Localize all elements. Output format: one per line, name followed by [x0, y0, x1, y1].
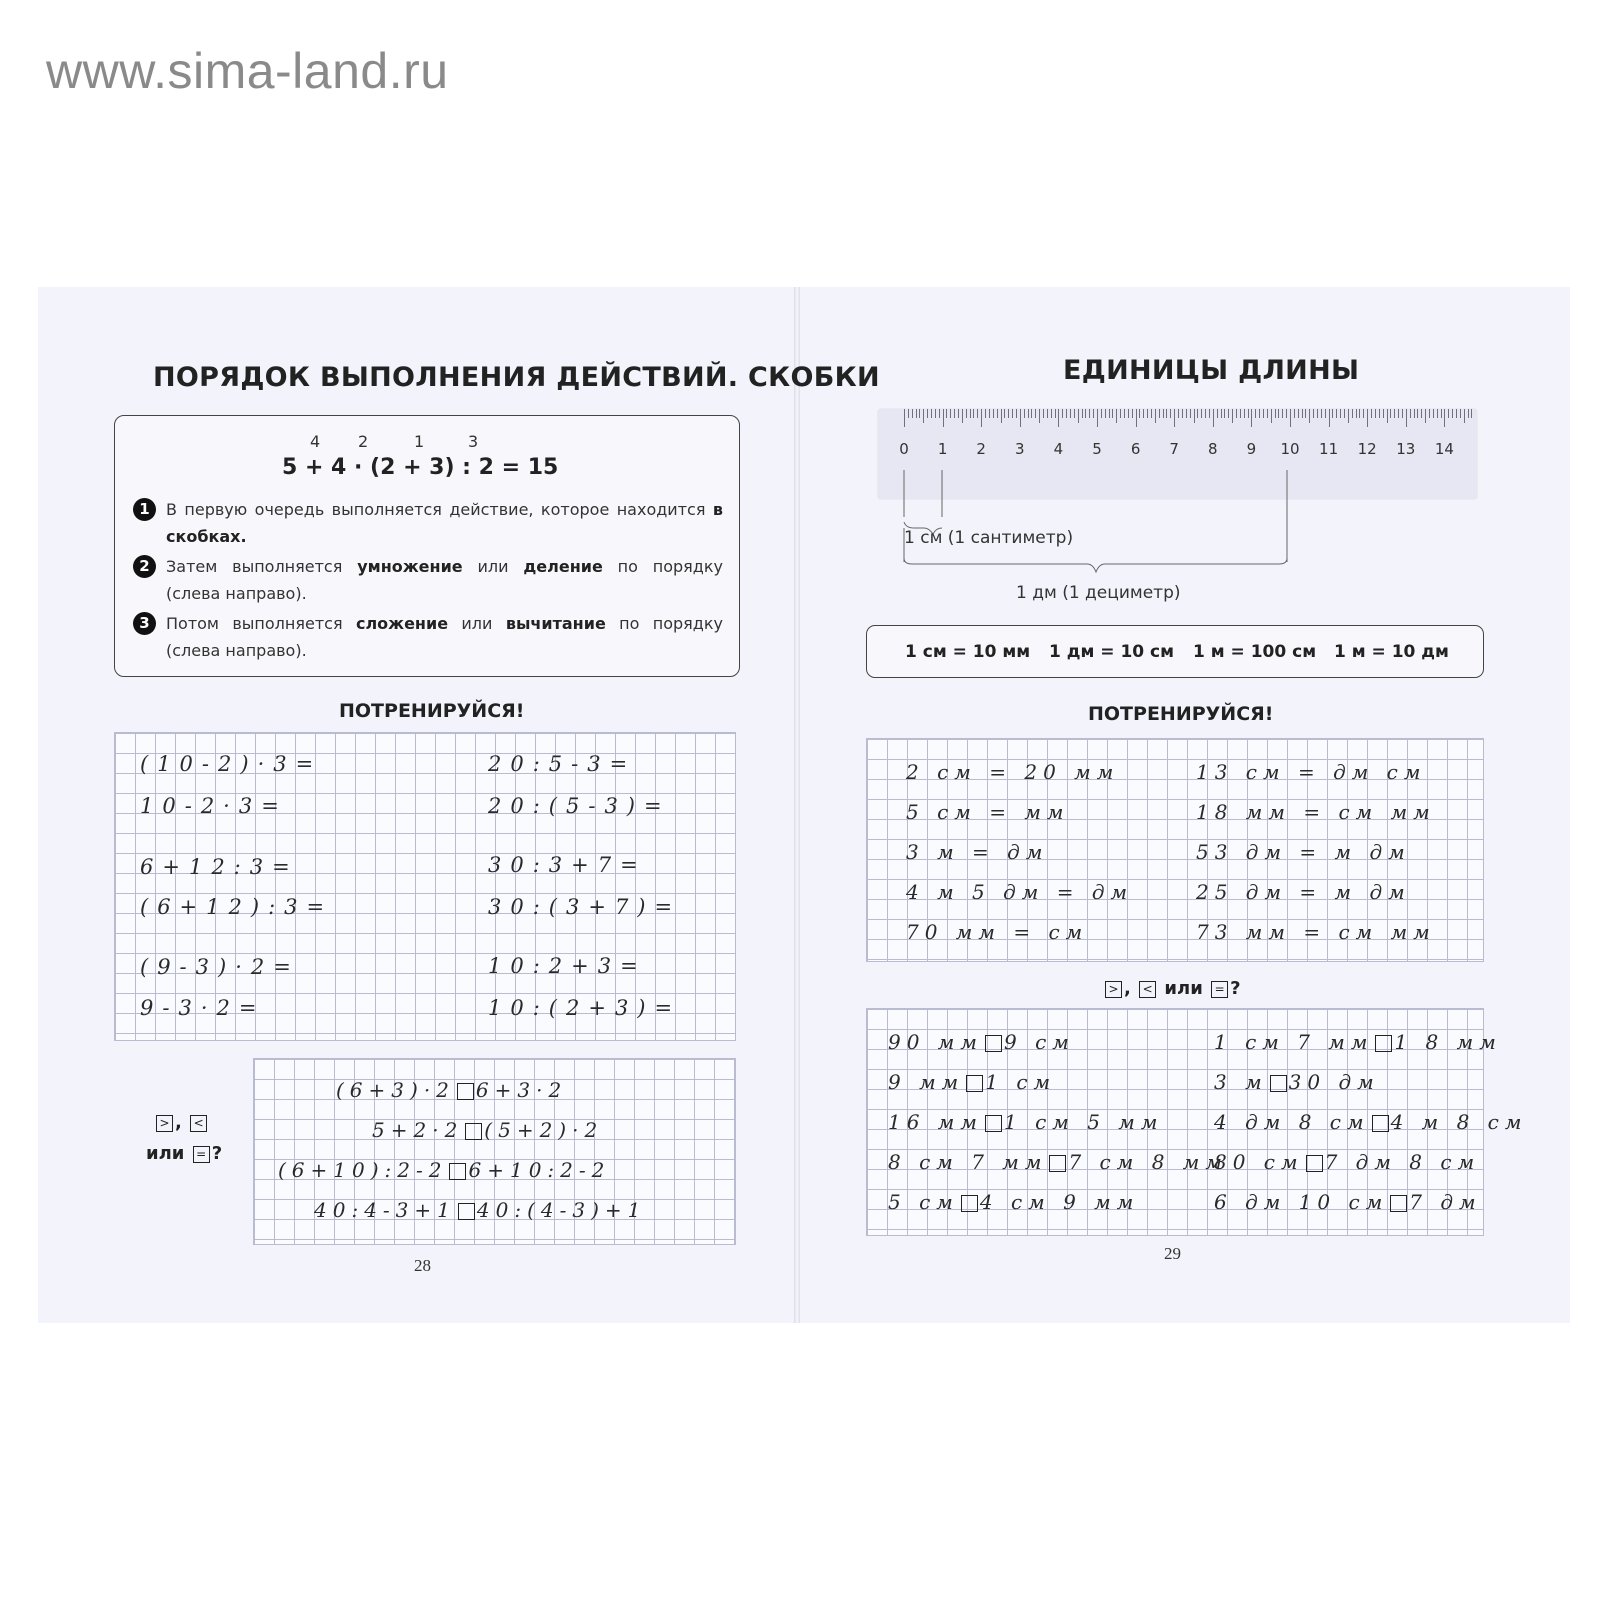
unit-equation: 1 м = 100 см [1193, 642, 1317, 662]
ruler-tick [1028, 409, 1029, 418]
ruler-tick [1139, 409, 1140, 418]
ruler-tick [1012, 409, 1013, 418]
compare-row [314, 1198, 646, 1222]
compare-left-expr: 6 дм 10 см [1214, 1190, 1389, 1214]
ruler-tick [1414, 409, 1415, 418]
ruler-tick [1112, 409, 1113, 418]
compare-left-expr: 8 см 7 мм [888, 1150, 1048, 1174]
compare-right-expr: 1 см 5 мм [1003, 1110, 1164, 1134]
ruler-tick [1213, 409, 1214, 427]
ruler-tick [1425, 409, 1426, 423]
rule-text: по порядку (слева направо). [166, 614, 724, 660]
ruler-number: 13 [1396, 440, 1416, 458]
ruler-number: 6 [1130, 440, 1141, 458]
compare-row [1214, 1150, 1480, 1174]
ruler-tick [1248, 409, 1249, 418]
compare-left-expr: (6+3)·2 [336, 1078, 455, 1102]
ruler-tick [939, 409, 940, 418]
ruler-tick [981, 409, 982, 427]
compare-right-expr: 4 м 8 см [1390, 1110, 1528, 1134]
equal-sign-box: = [193, 1146, 210, 1163]
ruler-tick [943, 409, 944, 427]
ruler-tick [954, 409, 955, 418]
ruler-tick [1155, 409, 1156, 423]
ruler-tick [1116, 409, 1117, 423]
exercise-item: 30:3+7= [488, 853, 647, 877]
answer-box[interactable] [465, 1123, 482, 1140]
convert-item: 4 м 5 дм = дм [906, 880, 1134, 904]
ruler-number: 5 [1092, 440, 1102, 458]
ruler-number: 1 [937, 440, 948, 458]
ruler-tick [1336, 409, 1337, 418]
ruler-tick [989, 409, 990, 418]
ruler-tick [1313, 409, 1314, 418]
rule-bold-text: в скобках. [166, 500, 723, 546]
compare-row [336, 1078, 567, 1102]
cm-label: 1 см (1 сантиметр) [904, 528, 1074, 548]
compare-right-expr: 1 8 мм [1394, 1030, 1502, 1054]
compare-row [278, 1158, 610, 1182]
compare-instruction [154, 1112, 209, 1133]
ruler-tick [1317, 409, 1318, 418]
compare-left-expr: 5 см [888, 1190, 959, 1214]
convert-item: 5 см = мм [906, 800, 1070, 824]
compare-right-expr: 9 см [1003, 1030, 1075, 1054]
ruler-tick [1302, 409, 1303, 418]
ruler-tick [927, 409, 928, 418]
ruler-tick [1178, 409, 1179, 418]
ruler-tick [985, 409, 986, 418]
unit-equation: 1 дм = 10 см [1049, 642, 1175, 662]
ruler-tick [1464, 409, 1465, 423]
ruler-tick [1255, 409, 1256, 418]
ruler-tick [1066, 409, 1067, 418]
ruler-tick [1348, 409, 1349, 423]
ruler-tick [1004, 409, 1005, 418]
ruler-tick [1182, 409, 1183, 418]
ruler-tick [1008, 409, 1009, 418]
ruler-number: 4 [1053, 440, 1064, 458]
ruler-tick [1282, 409, 1283, 418]
or-word: или [1164, 978, 1203, 999]
ruler-tick [1062, 409, 1063, 418]
answer-box[interactable] [1270, 1075, 1287, 1092]
ruler-tick [1186, 409, 1187, 418]
ruler-tick [1471, 409, 1472, 418]
ruler-tick [1417, 409, 1418, 418]
ruler-tick [1097, 409, 1098, 427]
compare-left-expr: 80 см [1214, 1150, 1304, 1174]
ruler-tick [1221, 409, 1222, 418]
ruler-tick [1136, 409, 1137, 427]
ruler-tick [1271, 409, 1272, 423]
exercise-item: (9-3)·2= [140, 955, 300, 979]
ruler-tick [1390, 409, 1391, 418]
answer-box[interactable] [458, 1203, 475, 1220]
answer-box[interactable] [1372, 1115, 1389, 1132]
ruler-tick [977, 409, 978, 418]
ruler-tick [1267, 409, 1268, 418]
ruler-number: 11 [1319, 440, 1339, 458]
compare-right-expr: 7 см 8 мм [1068, 1150, 1228, 1174]
rule-item [133, 610, 723, 664]
order-digit: 1 [414, 432, 425, 451]
ruler-tick [1074, 409, 1075, 418]
ruler-tick [1251, 409, 1252, 427]
exercise-item: 30:(3+7)= [488, 895, 682, 919]
rule-bold-text: сложение [355, 614, 449, 633]
ruler-tick [1410, 409, 1411, 418]
exercise-item: 20:5-3= [488, 752, 637, 776]
ruler-tick [1078, 409, 1079, 423]
ruler-number: 7 [1169, 440, 1179, 458]
ruler-number: 2 [976, 440, 986, 458]
ruler-number: 8 [1208, 440, 1218, 458]
ruler-tick [950, 409, 951, 418]
ruler-tick [1244, 409, 1245, 418]
ruler-tick [1344, 409, 1345, 418]
ruler-tick [1309, 409, 1310, 423]
or-word: или [146, 1143, 185, 1164]
ruler-tick [1402, 409, 1403, 418]
ruler-tick [1398, 409, 1399, 418]
ruler-tick [1020, 409, 1021, 427]
ruler-tick [916, 409, 917, 418]
ruler-tick [1217, 409, 1218, 418]
ruler-tick [1190, 409, 1191, 418]
ruler-number: 14 [1434, 440, 1454, 458]
ruler-tick [1151, 409, 1152, 418]
ruler-tick [1236, 409, 1237, 418]
ruler-tick [958, 409, 959, 418]
ruler-tick [1124, 409, 1125, 418]
compare-left-expr: 3 м [1214, 1070, 1268, 1094]
ruler-tick [1263, 409, 1264, 418]
ruler-tick [1109, 409, 1110, 418]
ruler-tick [966, 409, 967, 418]
ruler-tick [1051, 409, 1052, 418]
convert-item: 70 мм = см [906, 920, 1089, 944]
ruler-tick [1275, 409, 1276, 418]
ruler-tick [1043, 409, 1044, 418]
unit-equation: 1 см = 10 мм [905, 642, 1031, 662]
order-digit: 2 [358, 432, 369, 451]
compare-left-expr: 40:4-3+1 [314, 1198, 456, 1222]
example-formula: 5 + 4 · (2 + 3) : 2 = 15 [282, 455, 559, 480]
answer-box[interactable] [985, 1115, 1002, 1132]
question-mark: ? [211, 1143, 223, 1164]
convert-item: 25 дм = м дм [1196, 880, 1411, 904]
ruler-tick [1001, 409, 1002, 423]
ruler-tick [1228, 409, 1229, 418]
compare-row [1214, 1070, 1380, 1094]
rule-text: В первую очередь выполняется действие, которое находится [166, 500, 713, 519]
ruler-tick [1394, 409, 1395, 418]
exercise-item: 10:(2+3)= [488, 996, 682, 1020]
rule-bold-text: умножение [357, 557, 463, 576]
ruler-tick [1367, 409, 1368, 427]
compare-row [888, 1070, 1056, 1094]
compare-right-expr: 6+3·2 [475, 1078, 568, 1102]
compare-right-expr: (5+2)·2 [484, 1118, 604, 1142]
convert-item: 18 мм = см мм [1196, 800, 1436, 824]
answer-box[interactable] [966, 1075, 983, 1092]
ruler-tick [1031, 409, 1032, 418]
ruler-braces [895, 470, 1295, 580]
ruler-tick [1448, 409, 1449, 418]
compare-right-expr: 7 дм [1409, 1190, 1482, 1214]
compare-instruction [1103, 978, 1241, 999]
ruler-number: 3 [1015, 440, 1025, 458]
exercise-item: (6+12):3= [140, 895, 334, 919]
ruler-tick [1356, 409, 1357, 418]
ruler-tick [1286, 409, 1287, 418]
ruler-tick [919, 409, 920, 418]
order-digit: 3 [468, 432, 479, 451]
ruler-tick [1329, 409, 1330, 427]
equal-sign-box: = [1211, 981, 1228, 998]
units-box [866, 625, 1484, 678]
ruler-tick [1468, 409, 1469, 418]
ruler-tick [1120, 409, 1121, 418]
ruler-tick [1201, 409, 1202, 418]
rule-number-badge: 3 [133, 612, 156, 635]
answer-box[interactable] [449, 1163, 466, 1180]
ruler-tick [1209, 409, 1210, 418]
ruler-tick [1259, 409, 1260, 418]
ruler-tick [1433, 409, 1434, 418]
ruler-tick [1089, 409, 1090, 418]
ruler-tick [1298, 409, 1299, 418]
question-mark: ? [1230, 978, 1241, 999]
compare-right-expr: 6+10:2-2 [468, 1158, 611, 1182]
compare-right-expr: 1 см [985, 1070, 1057, 1094]
ruler-tick [1290, 409, 1291, 427]
ruler-tick [1359, 409, 1360, 418]
ruler-number: 10 [1280, 440, 1300, 458]
ruler-tick [1232, 409, 1233, 423]
compare-left-expr: 5+2·2 [372, 1118, 464, 1142]
book-spine [794, 287, 800, 1323]
compare-right-expr: 30 дм [1288, 1070, 1380, 1094]
ruler-tick [935, 409, 936, 418]
ruler-tick [1082, 409, 1083, 418]
ruler-tick [923, 409, 924, 423]
ruler-tick [1035, 409, 1036, 418]
compare-row [372, 1118, 603, 1142]
ruler-tick [1429, 409, 1430, 418]
rule-text: или [448, 614, 506, 633]
convert-item: 2 см = 20 мм [906, 760, 1120, 784]
rule-bold-text: вычитание [505, 614, 606, 633]
ruler-tick [970, 409, 971, 418]
convert-item: 53 дм = м дм [1196, 840, 1411, 864]
ruler-tick [1305, 409, 1306, 418]
greater-sign-box: > [156, 1115, 173, 1132]
compare-right-expr: 4 см 9 мм [979, 1190, 1140, 1214]
ruler-tick [1321, 409, 1322, 418]
ruler-tick [1375, 409, 1376, 418]
ruler-tick [1101, 409, 1102, 418]
ruler-tick [1093, 409, 1094, 418]
compare-row [888, 1150, 1228, 1174]
rule-text: Затем выполняется [166, 557, 358, 576]
ruler-tick [1240, 409, 1241, 418]
ruler-tick [931, 409, 932, 418]
rule-bold-text: деление [523, 557, 603, 576]
compare-left-expr: 16 мм [888, 1110, 983, 1134]
compare-right-expr: 7 дм 8 см [1324, 1150, 1481, 1174]
exercise-grid [114, 732, 736, 1041]
ruler-tick [962, 409, 963, 423]
ruler-tick [1197, 409, 1198, 418]
compare-instruction [146, 1143, 222, 1164]
dm-brace [904, 558, 1287, 572]
convert-item: 73 мм = см мм [1196, 920, 1436, 944]
less-sign-box: < [1139, 981, 1156, 998]
ruler-tick [912, 409, 913, 418]
ruler-tick [1039, 409, 1040, 423]
ruler-tick [1055, 409, 1056, 418]
convert-item: 3 м = дм [906, 840, 1049, 864]
ruler-tick [1460, 409, 1461, 418]
site-watermark: www.sima-land.ru [46, 43, 449, 99]
ruler-tick [1105, 409, 1106, 418]
ruler-tick [1047, 409, 1048, 418]
ruler-tick [1058, 409, 1059, 427]
answer-box[interactable] [961, 1195, 978, 1212]
ruler-tick [946, 409, 947, 418]
exercise-item: 6+12:3= [140, 855, 299, 879]
compare-left-expr: 4 дм 8 см [1214, 1110, 1370, 1134]
less-sign-box: < [190, 1115, 207, 1132]
compare-left-expr: 9 мм [888, 1070, 965, 1094]
rule-text: по порядку (слева направо). [166, 557, 724, 603]
ruler-tick [993, 409, 994, 418]
ruler-tick [1441, 409, 1442, 418]
compare-row [888, 1190, 1139, 1214]
ruler-tick [908, 409, 909, 418]
compare-left-expr: 90 мм [888, 1030, 983, 1054]
ruler-tick [1383, 409, 1384, 418]
ruler-tick [1406, 409, 1407, 427]
ruler-tick [1387, 409, 1388, 423]
answer-box[interactable] [1390, 1195, 1407, 1212]
ruler-number: 0 [899, 440, 909, 458]
greater-sign-box: > [1105, 981, 1122, 998]
ruler-tick [1170, 409, 1171, 418]
ruler-tick [1070, 409, 1071, 418]
compare-row [1214, 1030, 1502, 1054]
ruler-number: 12 [1357, 440, 1377, 458]
ruler-tick [1194, 409, 1195, 423]
exercise-item: 10:2+3= [488, 954, 647, 978]
ruler-tick [1340, 409, 1341, 418]
ruler-tick [1452, 409, 1453, 418]
ruler-tick [1132, 409, 1133, 418]
ruler-tick [1332, 409, 1333, 418]
rule-text: или [462, 557, 524, 576]
ruler-tick [1147, 409, 1148, 418]
rule-number-badge: 1 [133, 498, 156, 521]
exercise-item: 10-2·3= [140, 794, 288, 818]
ruler-tick [997, 409, 998, 418]
ruler-tick [1363, 409, 1364, 418]
exercise-item: 20:(5-3)= [488, 794, 671, 818]
ruler-tick [1278, 409, 1279, 418]
ruler-number: 9 [1246, 440, 1257, 458]
ruler-tick [973, 409, 974, 418]
unit-equation: 1 м = 10 дм [1334, 642, 1449, 662]
answer-box[interactable] [1306, 1155, 1323, 1172]
ruler-tick [1456, 409, 1457, 418]
compare-row [888, 1110, 1163, 1134]
practice-title: ПОТРЕНИРУЙСЯ! [339, 700, 525, 722]
ruler-tick [1294, 409, 1295, 418]
rule-item [133, 496, 723, 550]
separator: , [1124, 978, 1131, 999]
left-page-title: ПОРЯДОК ВЫПОЛНЕНИЯ ДЕЙСТВИЙ. СКОБКИ [153, 362, 880, 393]
ruler-tick [1224, 409, 1225, 418]
ruler-tick [1437, 409, 1438, 418]
page-number: 28 [414, 1256, 431, 1275]
ruler-tick [1166, 409, 1167, 418]
rule-item [133, 553, 723, 607]
compare-row [1214, 1190, 1482, 1214]
rule-text: Потом выполняется [166, 614, 356, 633]
compare-row [1214, 1110, 1527, 1134]
convert-item: 13 см = дм см [1196, 760, 1427, 784]
page-number: 29 [1164, 1244, 1181, 1263]
ruler-tick [1174, 409, 1175, 427]
ruler-tick [1163, 409, 1164, 418]
answer-box[interactable] [457, 1083, 474, 1100]
ruler-tick [1085, 409, 1086, 418]
ruler-tick [1379, 409, 1380, 418]
answer-box[interactable] [985, 1035, 1002, 1052]
ruler-tick [1205, 409, 1206, 418]
ruler-tick [1159, 409, 1160, 418]
ruler-tick [1352, 409, 1353, 418]
compare-left-expr: 1 см 7 мм [1214, 1030, 1374, 1054]
compare-row [888, 1030, 1075, 1054]
ruler-tick [1143, 409, 1144, 418]
compare-right-expr: 40:(4-3)+1 [476, 1198, 647, 1222]
compare-left-expr: (6+10):2-2 [278, 1158, 448, 1182]
exercise-item: (10-2)·3= [140, 752, 323, 776]
ruler-tick [1016, 409, 1017, 418]
ruler-tick [1128, 409, 1129, 418]
ruler-tick [1444, 409, 1445, 427]
right-page-title: ЕДИНИЦЫ ДЛИНЫ [1063, 355, 1360, 386]
exercise-item: 9-3·2= [140, 996, 266, 1020]
order-digit: 4 [310, 432, 321, 451]
ruler-tick [1421, 409, 1422, 418]
rule-number-badge: 2 [133, 555, 156, 578]
answer-box[interactable] [1049, 1155, 1066, 1172]
answer-box[interactable] [1375, 1035, 1392, 1052]
ruler-tick [904, 409, 905, 427]
ruler-tick [1325, 409, 1326, 418]
ruler-tick [1371, 409, 1372, 418]
ruler-tick [1024, 409, 1025, 418]
practice-title: ПОТРЕНИРУЙСЯ! [1088, 703, 1274, 725]
dm-label: 1 дм (1 дециметр) [1016, 583, 1181, 603]
separator: , [175, 1112, 182, 1133]
